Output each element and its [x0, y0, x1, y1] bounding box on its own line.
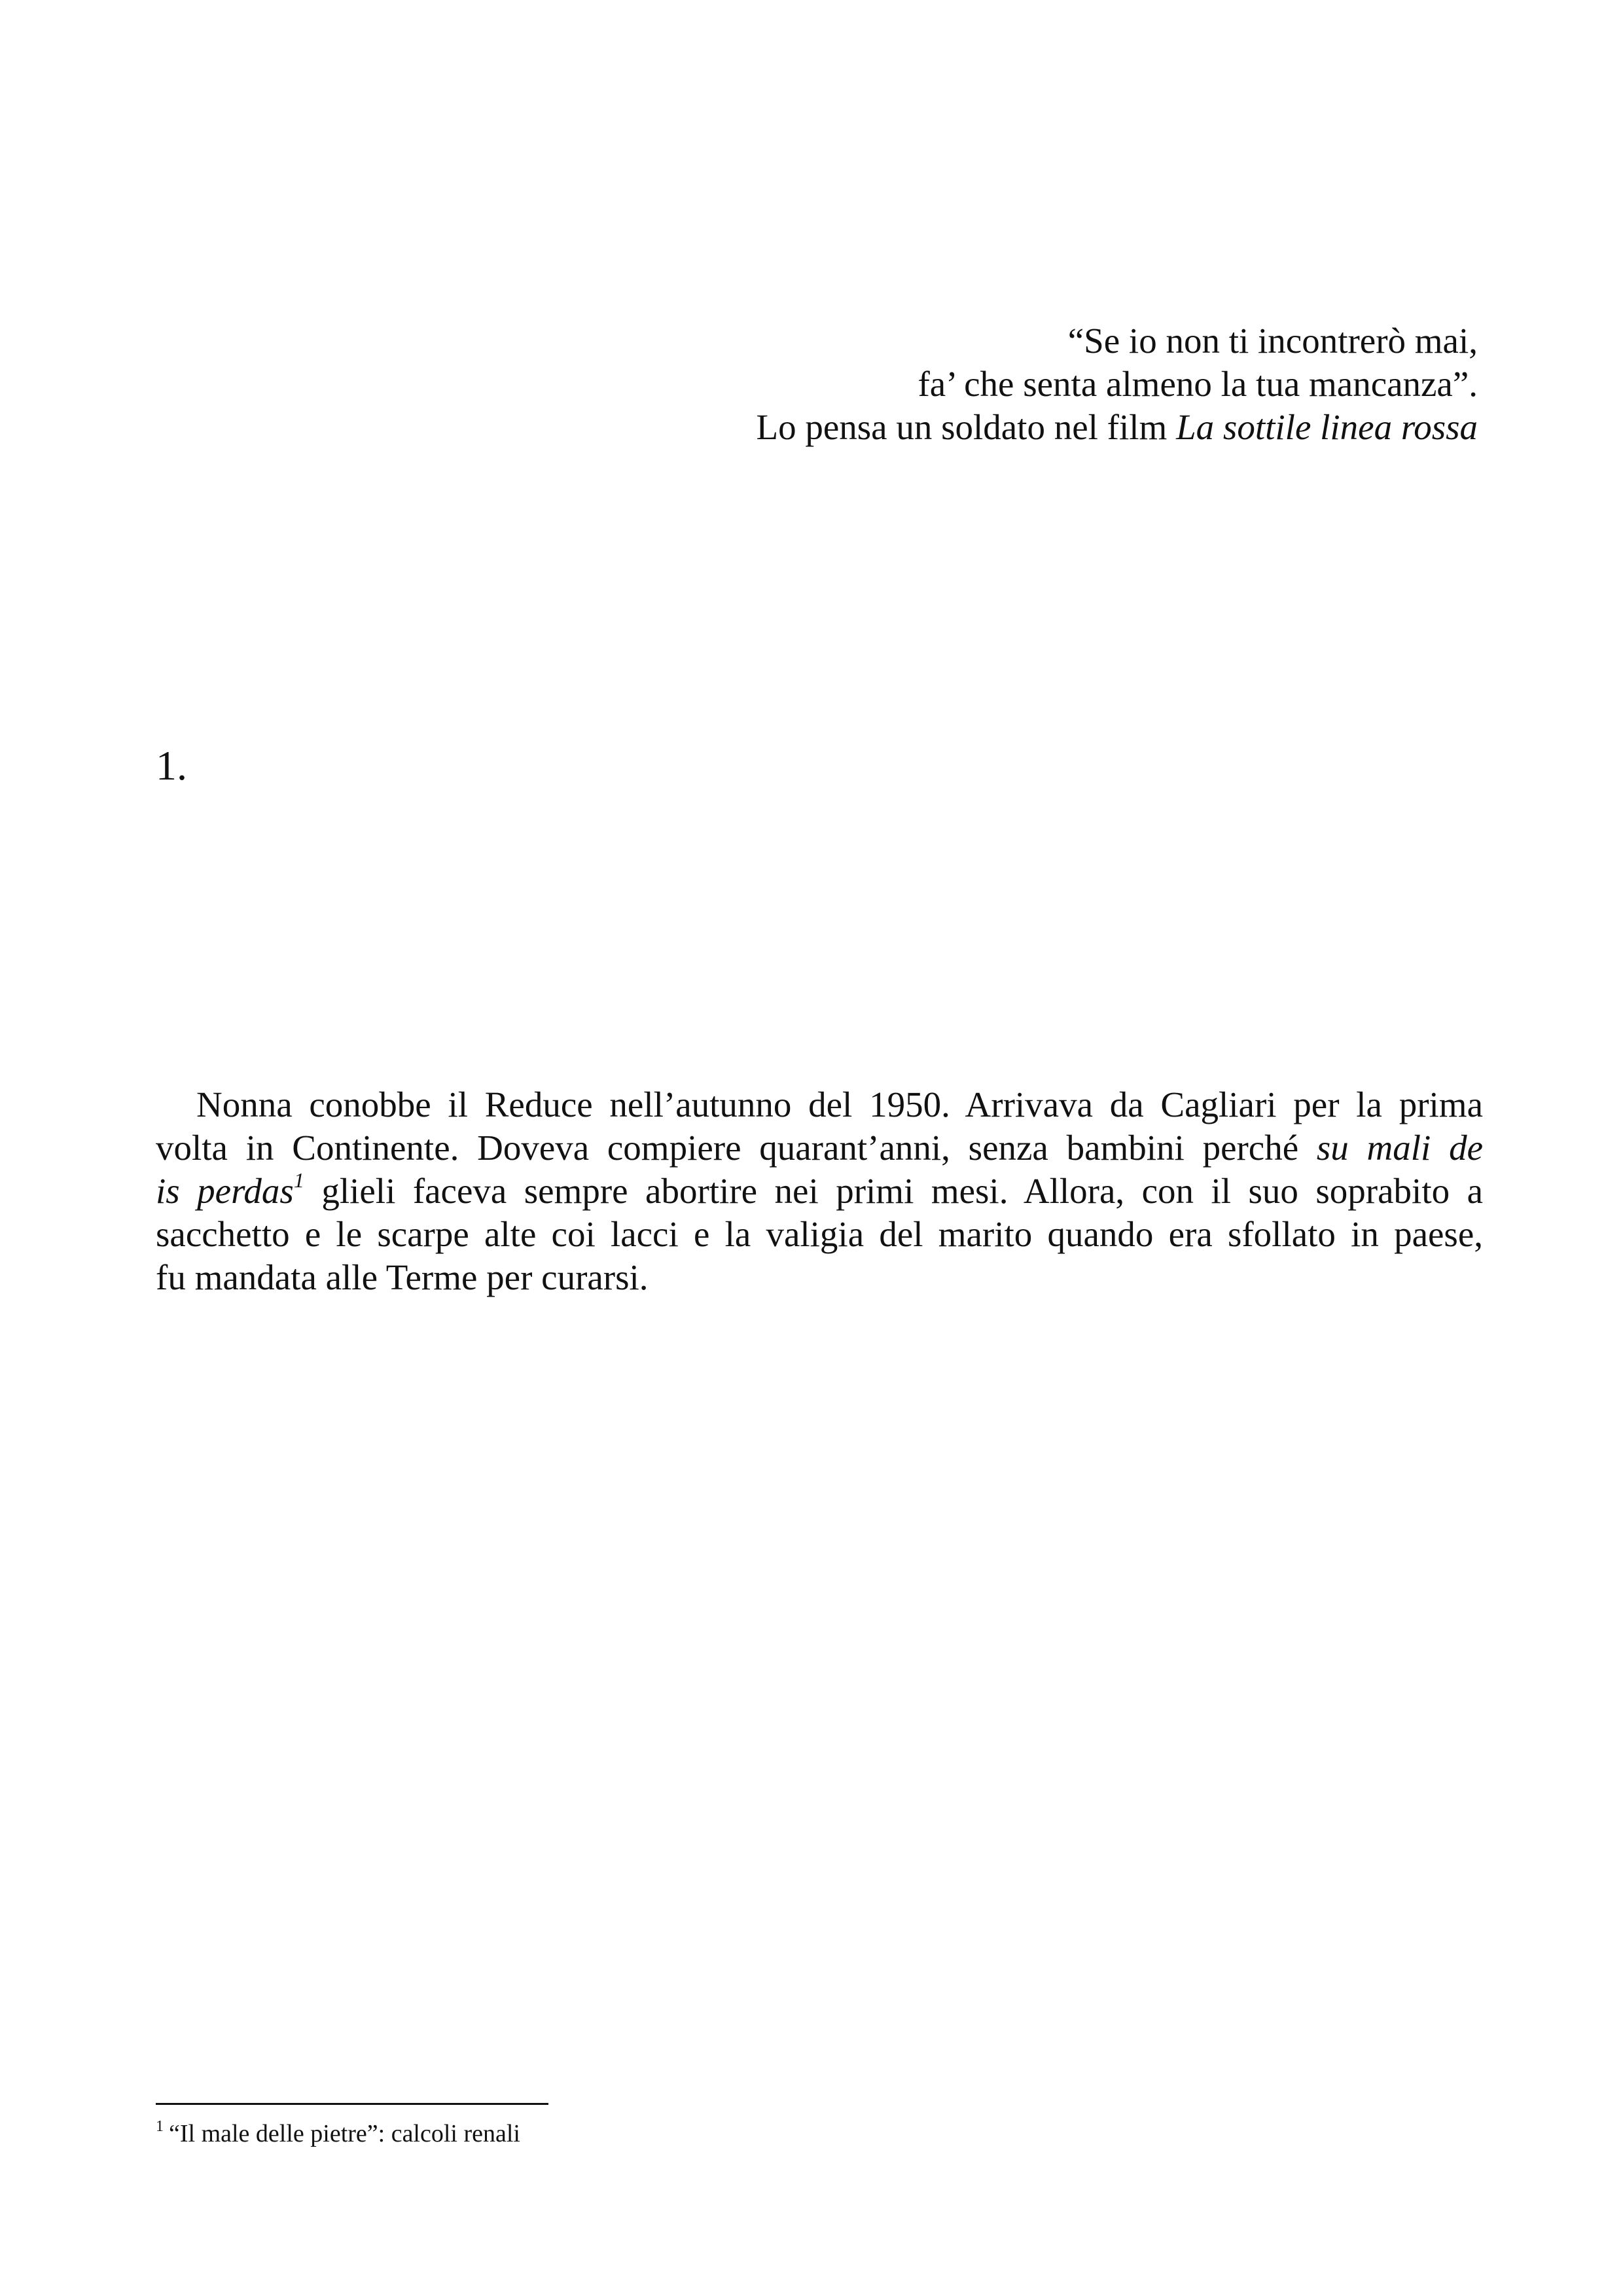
paragraph-text: volta in Continente. Doveva compiere quarant’anni, senza bambini perché: [156, 1128, 1317, 1168]
epigraph-line-1: “Se io non ti incontrerò mai,: [1067, 321, 1478, 361]
footnote-mark: 1: [156, 2118, 164, 2135]
epigraph-line-3: [562, 406, 1478, 449]
epigraph: [562, 319, 1478, 449]
sardinian-phrase: su mali de: [1316, 1128, 1483, 1168]
paragraph-line-1: Nonna conobbe il Reduce nell’autunno del 1950. Arrivava da Cagliari per la prima: [196, 1085, 1483, 1124]
paragraph-text: glieli faceva sempre abortire nei primi mesi. Allora, con il suo soprabito a: [304, 1171, 1483, 1211]
epigraph-attribution: Lo pensa un soldato nel film: [756, 407, 1177, 447]
footnote: [156, 2118, 520, 2149]
film-title: La sottile linea rossa: [1176, 407, 1478, 447]
paragraph-line-5: fu mandata alle Terme per curarsi.: [156, 1257, 649, 1297]
paragraph-line-2: [156, 1126, 1483, 1170]
footnote-reference[interactable]: 1: [293, 1168, 304, 1192]
paragraph-line-4: sacchetto e le scarpe alte coi lacci e la valigia del marito quando era sfollato in paese,: [156, 1214, 1483, 1254]
paragraph-line-3: [156, 1170, 1483, 1213]
body-paragraph: [156, 1083, 1483, 1299]
epigraph-line-2: fa’ che senta almeno la tua mancanza”.: [918, 364, 1478, 404]
chapter-number: 1.: [156, 742, 187, 789]
footnote-text: “Il male delle pietre”: calcoli renali: [169, 2120, 520, 2147]
sardinian-phrase-continued: is perdas: [156, 1171, 294, 1211]
footnote-divider: [156, 2103, 548, 2105]
